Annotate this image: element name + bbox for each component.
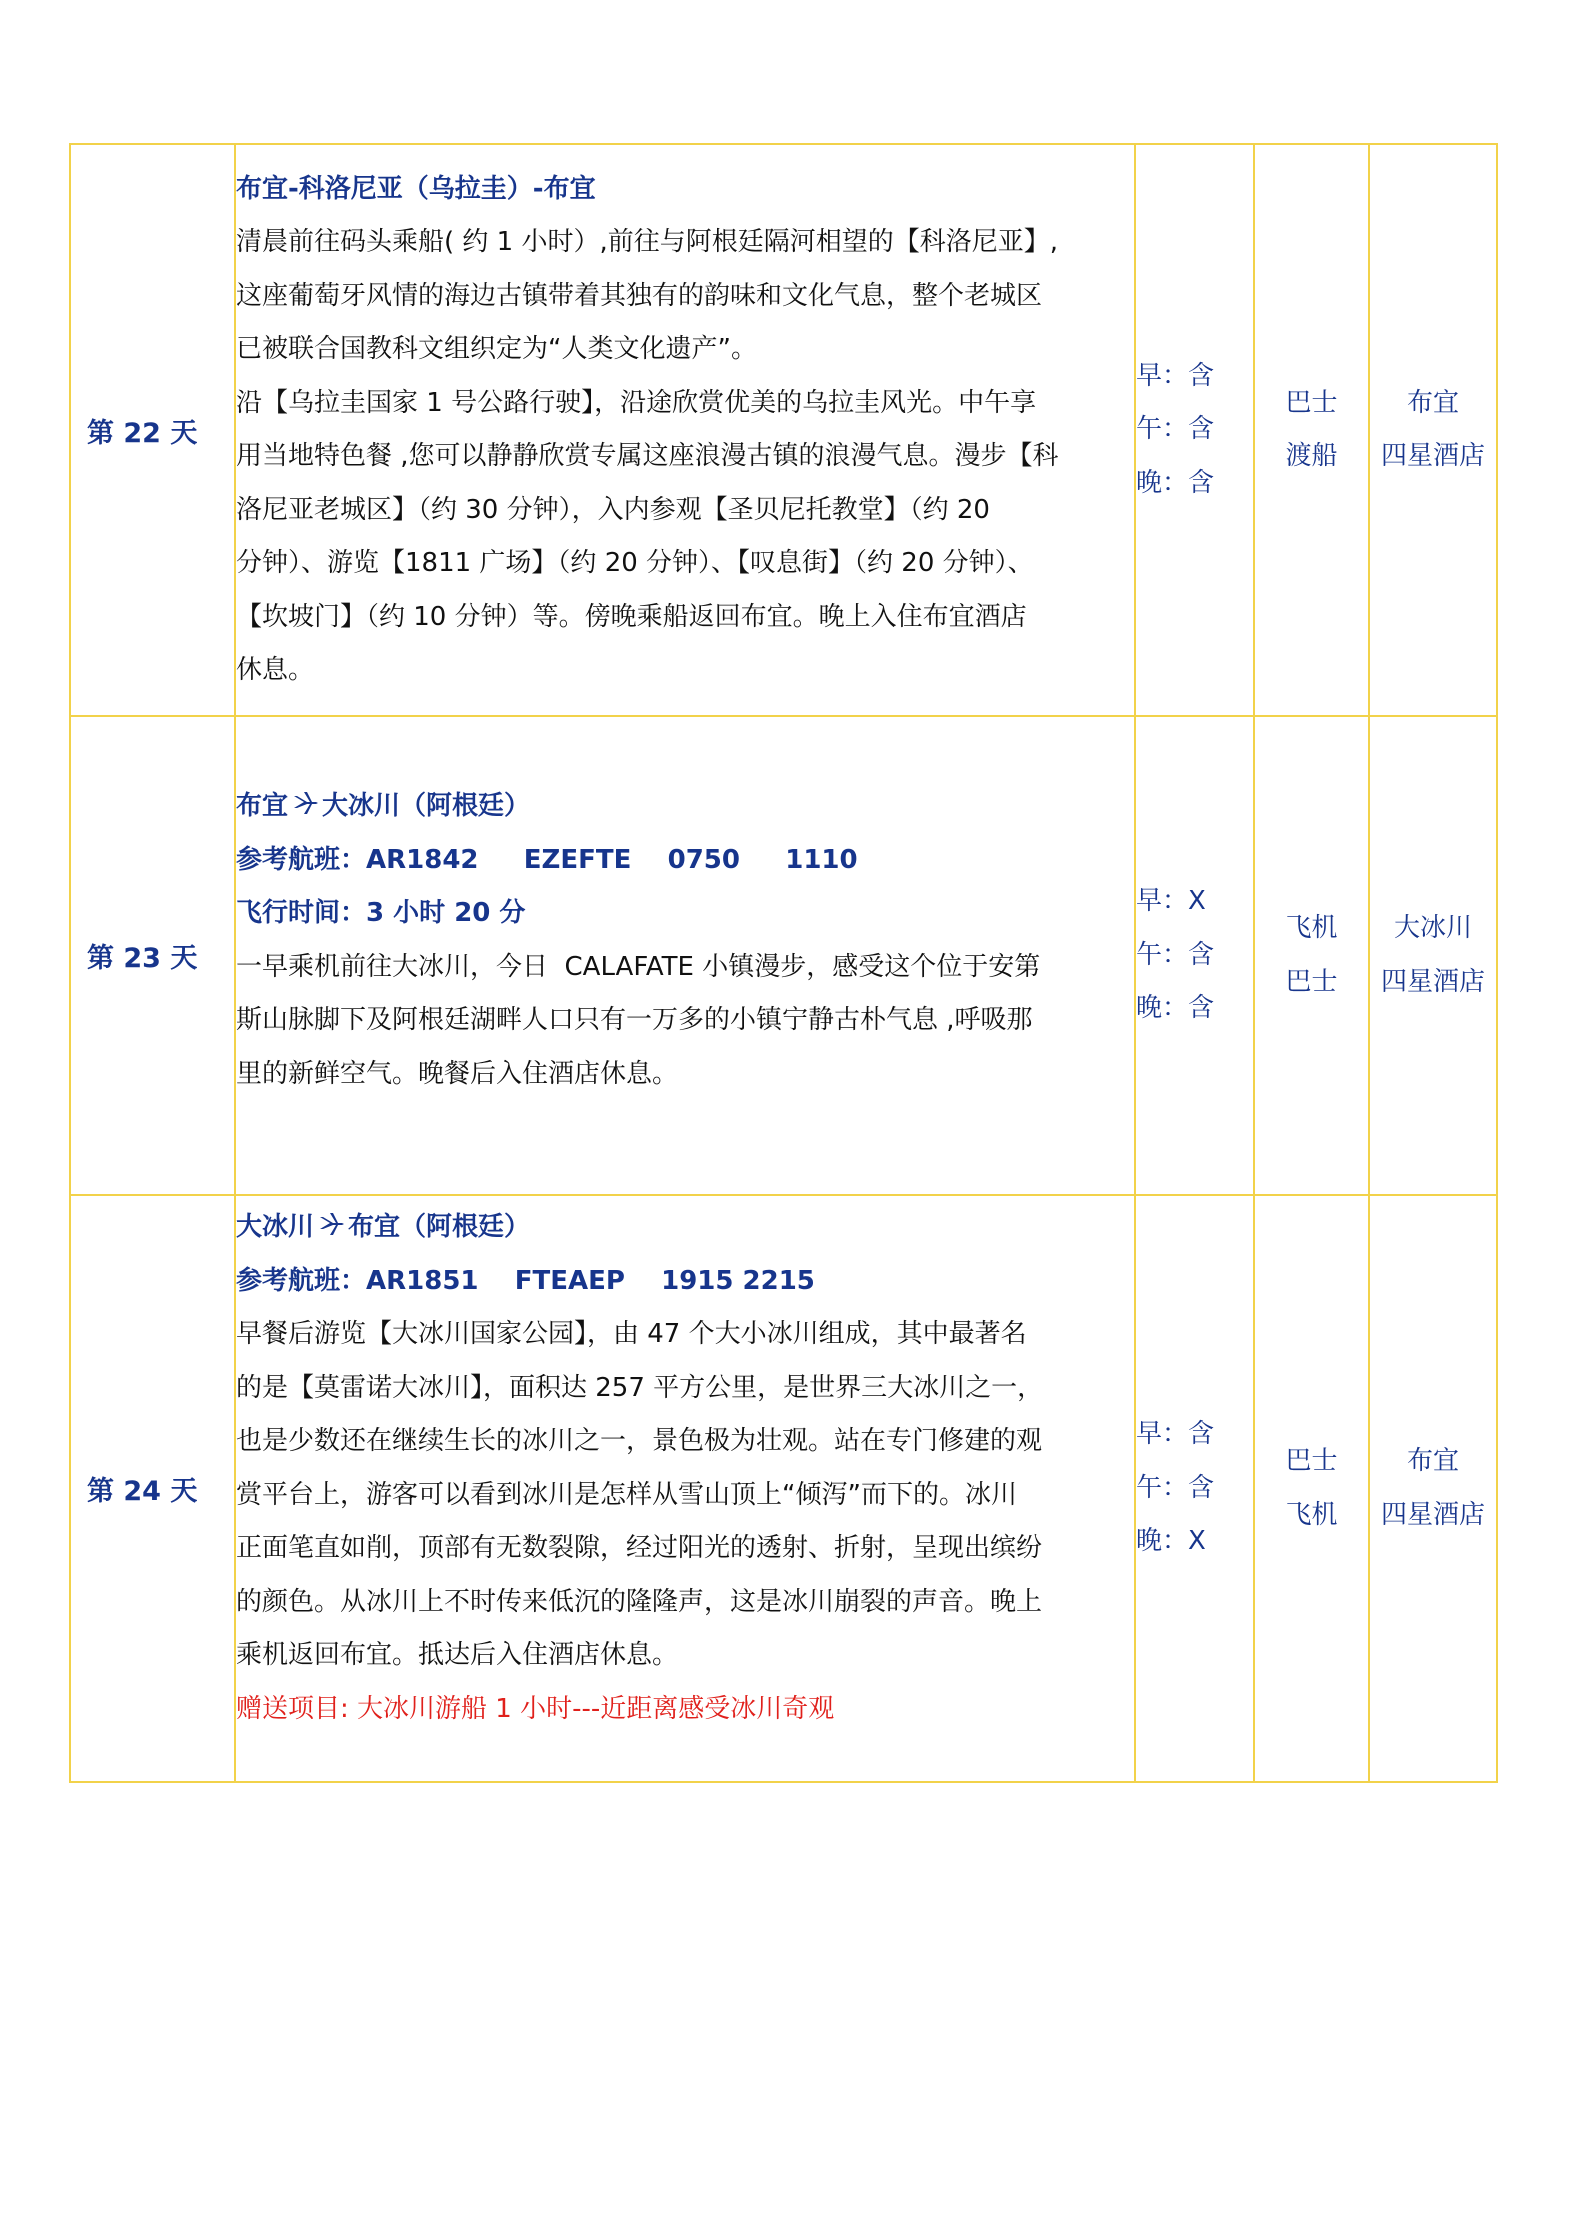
transport-cell [1254, 144, 1369, 716]
description-line: 一早乘机前往大冰川，今日 CALAFATE 小镇漫步，感受这个位于安第 [236, 951, 1041, 982]
hotel-grade: 四星酒店 [1380, 1499, 1485, 1530]
day-label: 第 24 天 [87, 1476, 198, 1507]
description-line: 早餐后游览【大冰川国家公园】，由 47 个大小冰川组成，其中最著名 [236, 1319, 1027, 1349]
itinerary-row-day-22 [70, 144, 1497, 716]
description-line: 的是【莫雷诺大冰川】，面积达 257 平方公里，是世界三大冰川之一， [236, 1372, 1044, 1403]
meal-lunch: 午：含 [1136, 414, 1215, 445]
description-line: 洛尼亚老城区】（约 30 分钟），入内参观【圣贝尼托教堂】（约 20 [236, 494, 990, 525]
itinerary-row-day-23 [70, 716, 1497, 1195]
itinerary-table [69, 143, 1498, 1783]
transport-item: 巴士 [1285, 387, 1338, 418]
description-cell [235, 716, 1135, 1195]
description-line: 休息。 [236, 655, 315, 685]
description-line: 用当地特色餐 ,您可以静静欣赏专属这座浪漫古镇的浪漫气息。漫步【科 [236, 441, 1059, 471]
description-line: 的颜色。从冰川上不时传来低沉的隆隆声，这是冰川崩裂的声音。晚上 [236, 1586, 1043, 1617]
transport-item: 巴士 [1285, 1446, 1338, 1476]
transport-item: 飞机 [1285, 1499, 1338, 1530]
route-title: 布宜-科洛尼亚（乌拉圭）-布宜 [236, 173, 596, 204]
hotel-cell [1369, 716, 1497, 1195]
description-line: 沿【乌拉圭国家 1 号公路行驶】，沿途欣赏优美的乌拉圭风光。中午享 [236, 387, 1037, 418]
flight-time: 飞行时间：3 小时 20 分 [236, 898, 526, 928]
description-cell [235, 1195, 1135, 1782]
itinerary-row-day-24 [70, 1195, 1497, 1782]
day-cell [70, 1195, 235, 1782]
meals-cell [1135, 144, 1254, 716]
meal-breakfast: 早：含 [1136, 360, 1215, 391]
description-line: 分钟）、游览【1811 广场】（约 20 分钟）、【叹息街】（约 20 分钟）、 [236, 548, 1034, 578]
hotel-cell [1369, 1195, 1497, 1782]
day-label: 第 23 天 [87, 943, 198, 974]
meal-dinner: 晚：含 [1136, 993, 1215, 1024]
transport-item: 飞机 [1285, 913, 1338, 943]
route-from: 布宜 [236, 791, 289, 821]
airplane-icon [316, 1211, 346, 1239]
route-title [236, 1201, 1134, 1255]
airplane-icon [290, 790, 320, 818]
description-line: 清晨前往码头乘船( 约 1 小时）,前往与阿根廷隔河相望的【科洛尼亚】, [236, 227, 1059, 257]
route-to: 布宜（阿根廷） [348, 1212, 531, 1242]
hotel-grade: 四星酒店 [1380, 966, 1485, 997]
meal-dinner: 晚：X [1136, 1526, 1206, 1557]
hotel-cell [1369, 144, 1497, 716]
transport-cell [1254, 1195, 1369, 1782]
hotel-grade: 四星酒店 [1380, 441, 1485, 471]
meals-cell [1135, 1195, 1254, 1782]
hotel-city: 大冰川 [1393, 913, 1472, 943]
flight-info: 参考航班：AR1842 EZEFTE 0750 1110 [236, 844, 858, 875]
description-line: 赏平台上，游客可以看到冰川是怎样从雪山顶上“倾泻”而下的。冰川 [236, 1479, 1017, 1510]
meal-breakfast: 早：含 [1136, 1419, 1215, 1450]
hotel-city: 布宜 [1406, 1446, 1459, 1476]
transport-item: 巴士 [1285, 966, 1338, 997]
route-from: 大冰川 [236, 1212, 315, 1242]
hotel-city: 布宜 [1406, 387, 1459, 418]
transport-item: 渡船 [1285, 441, 1338, 471]
description-line: 这座葡萄牙风情的海边古镇带着其独有的韵味和文化气息，整个老城区 [236, 280, 1043, 311]
day-cell [70, 716, 235, 1195]
transport-cell [1254, 716, 1369, 1195]
meal-dinner: 晚：含 [1136, 467, 1215, 498]
description-line: 乘机返回布宜。抵达后入住酒店休息。 [236, 1640, 679, 1670]
description-line: 已被联合国教科文组织定为“人类文化遗产”。 [236, 334, 757, 364]
route-title [236, 780, 1134, 834]
description-line: 斯山脉脚下及阿根廷湖畔人口只有一万多的小镇宁静古朴气息 ,呼吸那 [236, 1005, 1033, 1035]
meal-breakfast: 早：X [1136, 886, 1206, 917]
meals-cell [1135, 716, 1254, 1195]
description-line: 正面笔直如削，顶部有无数裂隙，经过阳光的透射、折射，呈现出缤纷 [236, 1533, 1043, 1563]
flight-info: 参考航班：AR1851 FTEAEP 1915 2215 [236, 1265, 815, 1296]
description-line: 里的新鲜空气。晚餐后入住酒店休息。 [236, 1058, 679, 1089]
meal-lunch: 午：含 [1136, 939, 1215, 970]
day-cell [70, 144, 235, 716]
description-line: 【坎坡门】（约 10 分钟）等。傍晚乘船返回布宜。晚上入住布宜酒店 [236, 601, 1027, 632]
description-line: 也是少数还在继续生长的冰川之一，景色极为壮观。站在专门修建的观 [236, 1426, 1043, 1456]
route-to: 大冰川（阿根廷） [322, 791, 531, 821]
day-label: 第 22 天 [87, 417, 198, 449]
gift-item: 赠送项目: 大冰川游船 1 小时---近距离感受冰川奇观 [236, 1693, 835, 1724]
meal-lunch: 午：含 [1136, 1472, 1215, 1503]
description-cell [235, 144, 1135, 716]
